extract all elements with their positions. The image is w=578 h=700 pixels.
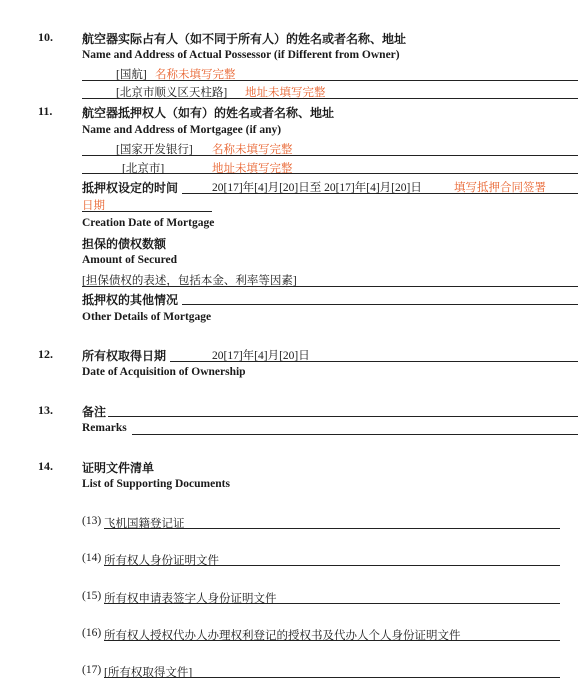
mortgagee-name-note: 名称未填写完整 — [212, 144, 293, 156]
amount-value[interactable]: [担保债权的表述，包括本金、利率等因素] — [82, 275, 297, 287]
acquisition-date-label-zh: 所有权取得日期 — [82, 349, 167, 363]
possessor-name-note: 名称未填写完整 — [155, 69, 236, 81]
other-details-label-zh: 抵押权的其他情况 — [82, 293, 179, 307]
section-title-zh: 航空器实际占有人（如不同于所有人）的姓名或者名称、地址 — [82, 32, 407, 46]
fill-line[interactable] — [108, 416, 578, 417]
doc-index: (15) — [82, 590, 102, 602]
fill-line — [104, 528, 560, 529]
doc-text[interactable]: 所有权人身份证明文件 — [104, 555, 219, 567]
doc-index: (17) — [82, 664, 102, 676]
section-number: 14. — [38, 459, 53, 473]
mortgagee-address-note: 地址未填写完整 — [212, 163, 293, 175]
possessor-address-note: 地址未填写完整 — [245, 87, 326, 99]
doc-index: (13) — [82, 515, 102, 527]
amount-label-zh: 担保的债权数额 — [82, 237, 167, 251]
doc-text[interactable]: 所有权申请表签字人身份证明文件 — [104, 593, 277, 605]
fill-line — [82, 211, 212, 212]
possessor-address-value[interactable]: [北京市顺义区天柱路] — [116, 87, 228, 99]
other-details-label-en: Other Details of Mortgage — [82, 311, 212, 323]
mortgagee-name-value[interactable]: [国家开发银行] — [116, 144, 193, 156]
supporting-docs-label-zh: 证明文件清单 — [82, 461, 155, 475]
fill-line[interactable] — [132, 434, 578, 435]
remarks-label-zh: 备注 — [82, 405, 107, 419]
creation-date-note-cont: 日期 — [82, 200, 105, 212]
fill-line — [104, 640, 560, 641]
fill-line — [104, 677, 560, 678]
acquisition-date-label-en: Date of Acquisition of Ownership — [82, 366, 246, 378]
section-number: 10. — [38, 30, 53, 44]
remarks-label-en: Remarks — [82, 422, 127, 434]
fill-line — [182, 304, 578, 305]
possessor-name-value[interactable]: [国航] — [116, 69, 147, 81]
section-number: 11. — [38, 104, 53, 118]
amount-label-en: Amount of Secured — [82, 254, 177, 266]
section-number: 12. — [38, 347, 53, 361]
doc-index: (16) — [82, 627, 102, 639]
creation-date-label-en: Creation Date of Mortgage — [82, 217, 215, 229]
creation-date-value[interactable]: 20[17]年[4]月[20]日至 20[17]年[4]月[20]日 — [212, 182, 422, 194]
fill-line — [104, 603, 560, 604]
section-title-en: Name and Address of Mortgagee (if any) — [82, 124, 282, 136]
doc-index: (14) — [82, 552, 102, 564]
doc-text[interactable]: 飞机国籍登记证 — [104, 518, 185, 530]
section-title-zh: 航空器抵押权人（如有）的姓名或者名称、地址 — [82, 106, 335, 120]
fill-line — [82, 286, 578, 287]
creation-date-note: 填写抵押合同签署 — [454, 182, 546, 194]
section-number: 13. — [38, 403, 53, 417]
fill-line — [104, 565, 560, 566]
section-title-en: Name and Address of Actual Possessor (if Different from Owner) — [82, 49, 400, 61]
supporting-docs-label-en: List of Supporting Documents — [82, 478, 230, 490]
acquisition-date-value[interactable]: 20[17]年[4]月[20]日 — [212, 350, 310, 362]
mortgagee-address-value[interactable]: [北京市] — [122, 163, 165, 175]
doc-text[interactable]: 所有权人授权代办人办理权利登记的授权书及代办人个人身份证明文件 — [104, 630, 461, 642]
creation-date-label-zh: 抵押权设定的时间 — [82, 181, 179, 195]
doc-text[interactable]: [所有权取得文件] — [104, 667, 193, 679]
